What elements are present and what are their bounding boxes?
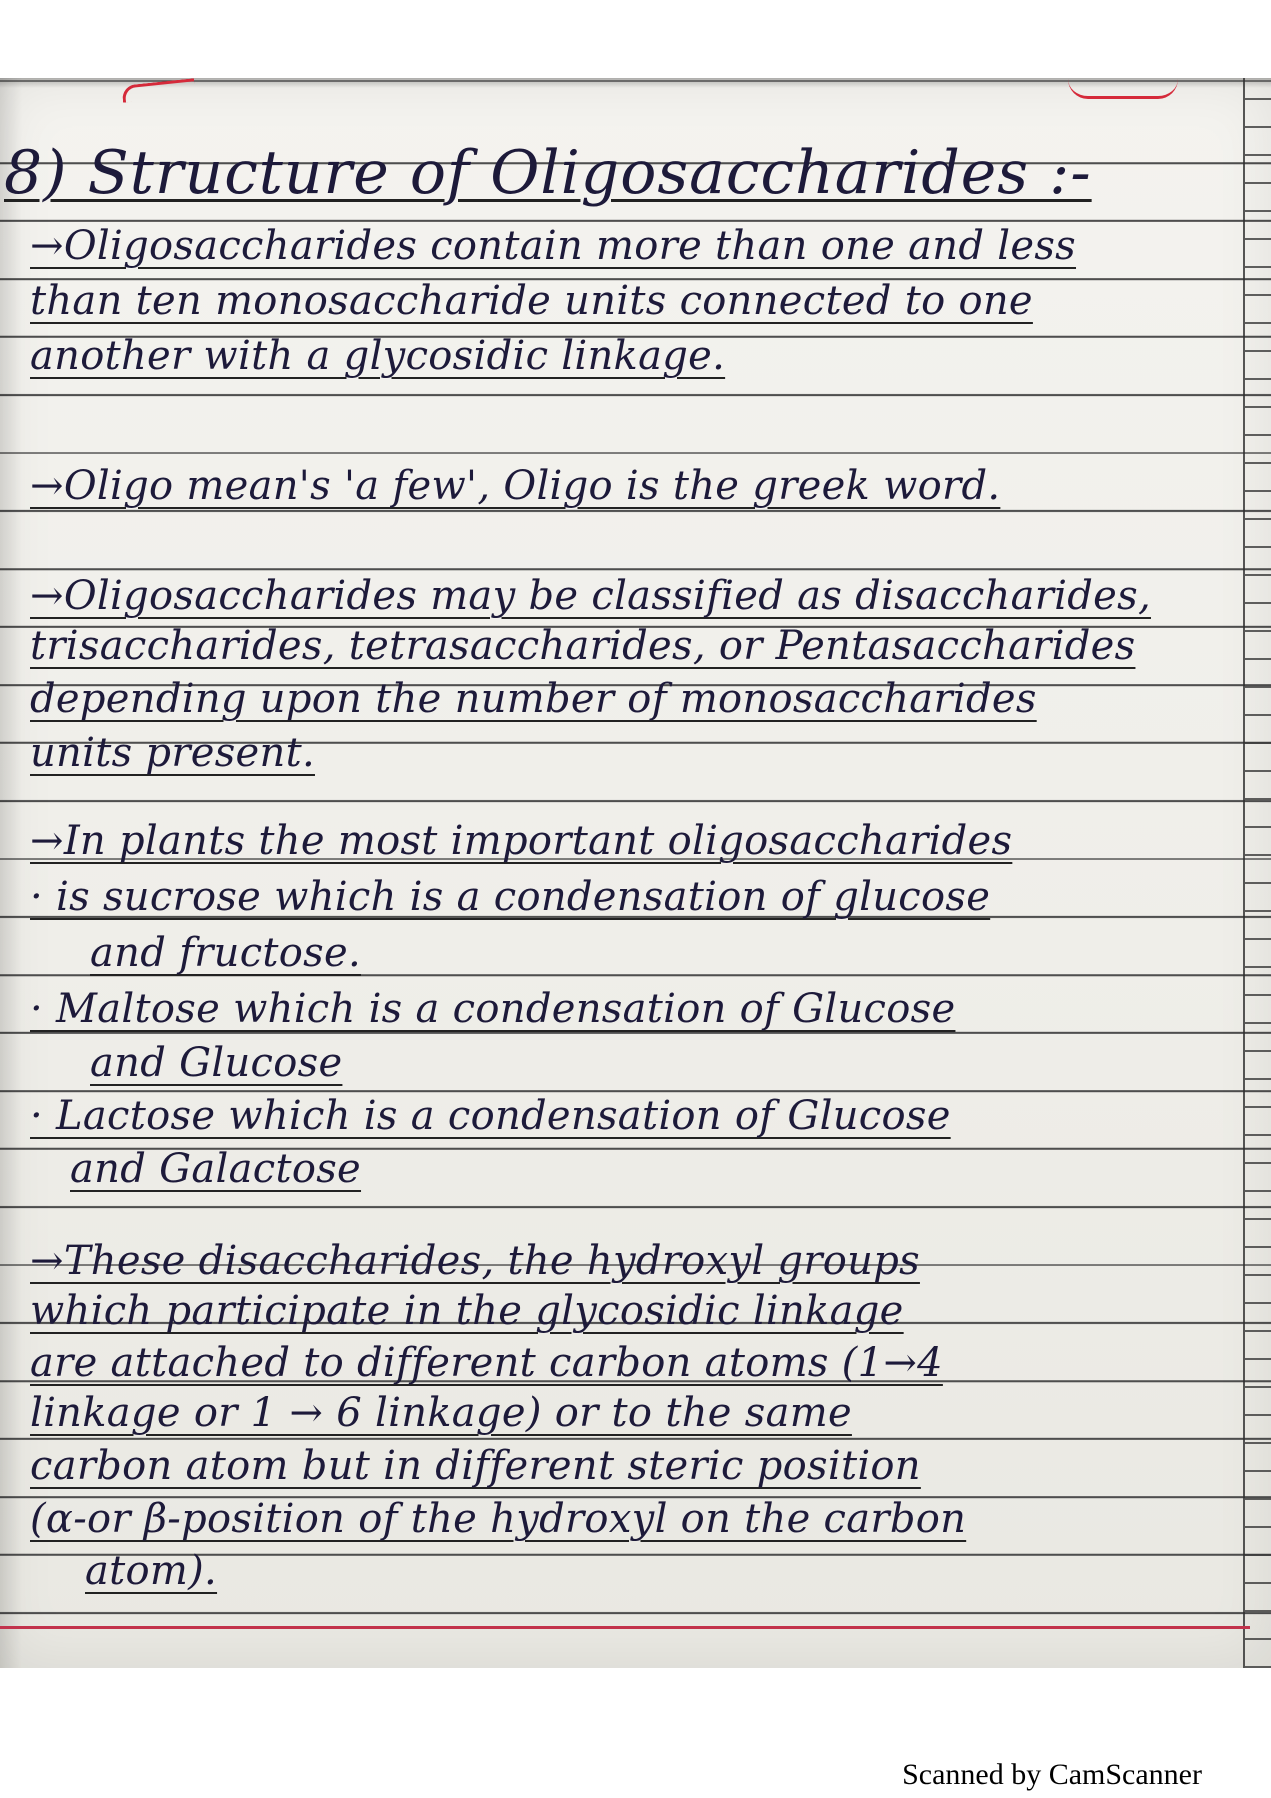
note-line: than ten monosaccharide units connected to one [30, 278, 1033, 324]
note-line: units present. [30, 730, 315, 776]
note-line: are attached to different carbon atoms (1→4 [30, 1340, 943, 1386]
note-line: · Maltose which is a condensation of Glucose [30, 986, 956, 1032]
bottom-red-line [0, 1626, 1250, 1629]
note-line: →In plants the most important oligosaccharides [30, 818, 1013, 864]
note-line: · is sucrose which is a condensation of glucose [30, 874, 991, 920]
note-line: · Lactose which is a condensation of Glucose [30, 1093, 951, 1139]
note-line: atom). [85, 1548, 218, 1594]
red-page-number-mark [1068, 78, 1178, 99]
note-line: which participate in the glycosidic linkage [30, 1288, 904, 1334]
note-line: →Oligo mean's 'a few', Oligo is the greek word. [30, 463, 1001, 509]
page-title: 8) Structure of Oligosaccharides :- [4, 138, 1092, 208]
scanner-watermark: Scanned by CamScanner [902, 1758, 1202, 1791]
note-line: carbon atom but in different steric position [30, 1443, 921, 1489]
note-line: (α-or β-position of the hydroxyl on the carbon [30, 1496, 967, 1542]
note-line: →These disaccharides, the hydroxyl groups [30, 1238, 920, 1284]
note-line: linkage or 1 → 6 linkage) or to the same [30, 1390, 852, 1436]
note-line: another with a glycosidic linkage. [30, 333, 726, 379]
note-line: and fructose. [90, 930, 361, 976]
note-line: trisaccharides, tetrasaccharides, or Pentasaccharides [30, 623, 1136, 669]
notebook-sheet [0, 78, 1271, 1668]
note-line: and Galactose [70, 1146, 362, 1192]
note-line: →Oligosaccharides contain more than one and less [30, 223, 1077, 269]
note-line: and Glucose [90, 1040, 343, 1086]
notebook-binding-edge [1243, 78, 1271, 1668]
note-line: depending upon the number of monosaccharides [30, 676, 1037, 722]
note-line: →Oligosaccharides may be classified as disaccharides, [30, 573, 1151, 619]
